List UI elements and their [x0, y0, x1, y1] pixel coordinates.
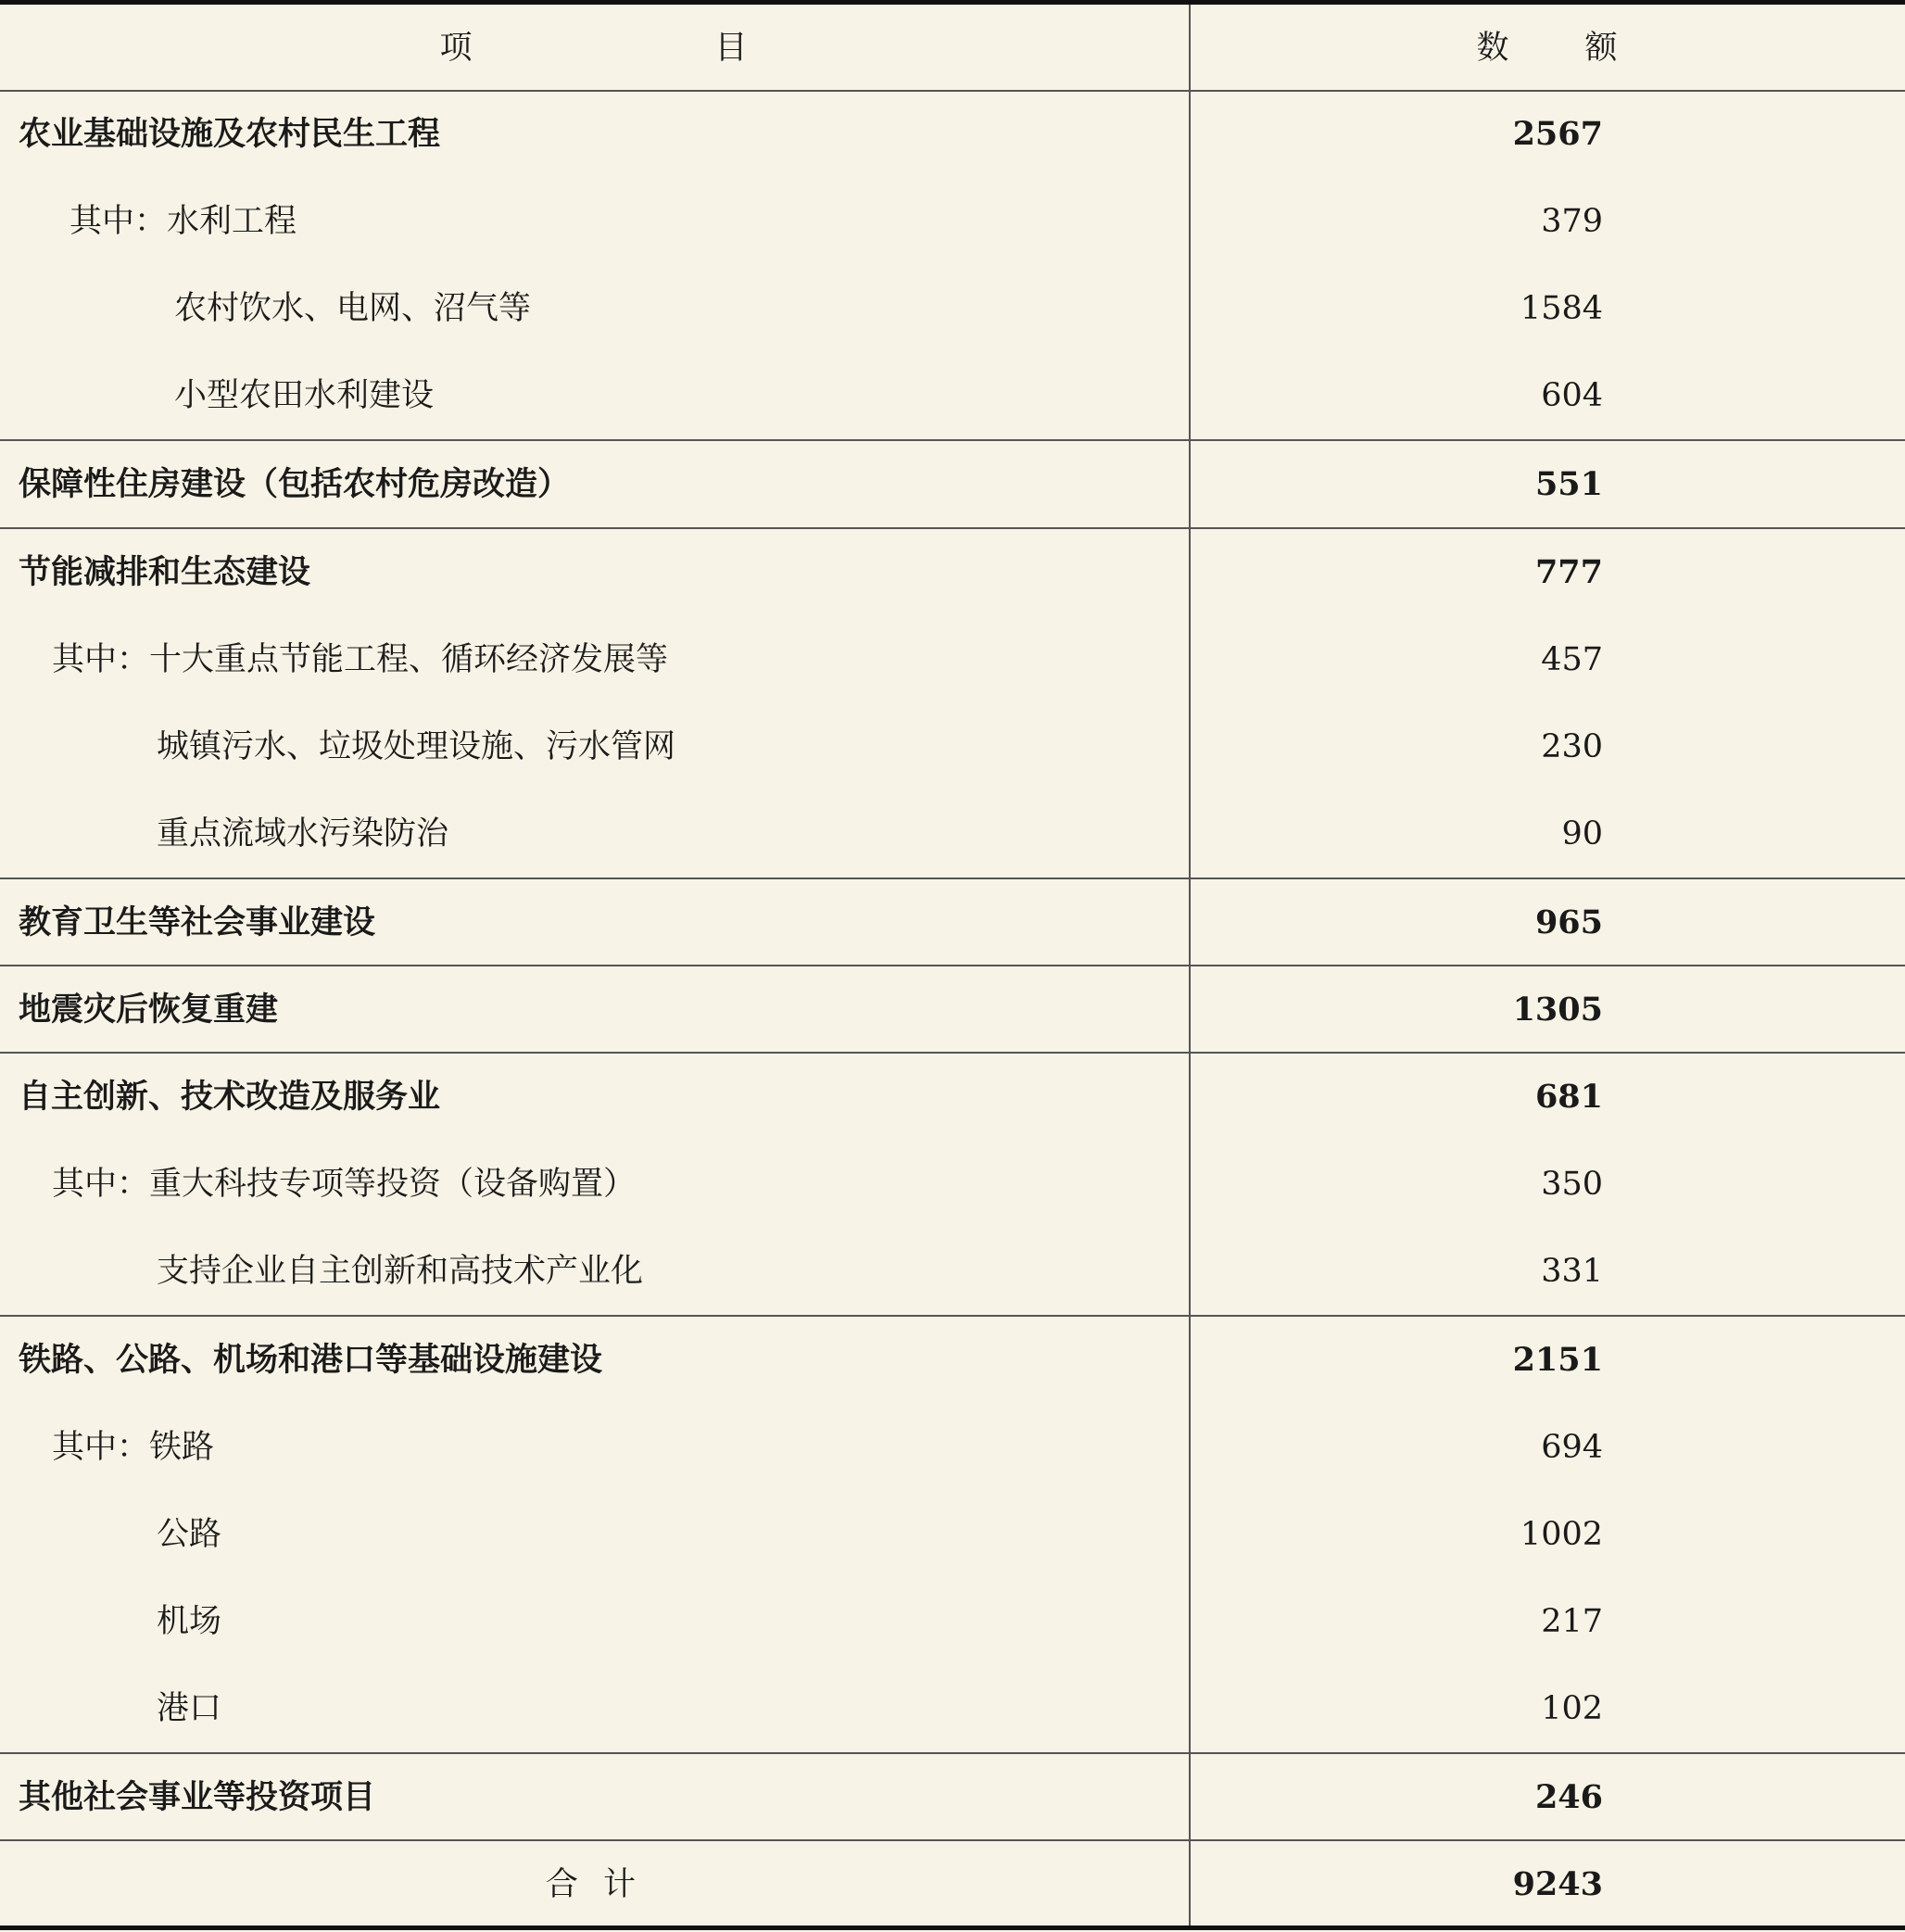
row-value: 551: [1534, 465, 1603, 503]
row-value: 604: [1541, 377, 1603, 414]
header-amount-char-1: 数: [1476, 30, 1511, 67]
row-label: 支持企业自主创新和高技术产业化: [157, 1253, 644, 1290]
row-value: 217: [1541, 1603, 1603, 1640]
row-label: 其他社会事业等投资项目: [19, 1779, 376, 1816]
row-label: 农业基础设施及农村民生工程: [19, 116, 441, 153]
row-label: 港口: [157, 1690, 222, 1727]
row-label: 自主创新、技术改造及服务业: [19, 1079, 441, 1116]
row-value: 102: [1541, 1690, 1603, 1727]
header-item-char-1: 项: [439, 30, 474, 67]
row-label: 节能减排和生态建设: [19, 554, 311, 591]
row-label: 城镇污水、垃圾处理设施、污水管网: [157, 728, 676, 765]
row-value: 965: [1534, 903, 1603, 941]
row-value: 230: [1541, 728, 1603, 765]
row-value: 457: [1541, 641, 1603, 678]
row-value: 777: [1534, 553, 1603, 591]
header-item-char-2: 目: [714, 30, 750, 67]
header-amount: [1191, 5, 1905, 92]
header-amount-char-2: 额: [1584, 30, 1620, 67]
row-label: 公路: [157, 1516, 222, 1553]
row-value: 1584: [1520, 290, 1603, 327]
row-label: 农村饮水、电网、沼气等: [174, 290, 532, 327]
row-label: 其中：十大重点节能工程、循环经济发展等: [52, 641, 669, 678]
total-label: 合 计: [545, 1866, 644, 1903]
total-value: 9243: [1512, 1865, 1603, 1903]
row-value: 694: [1541, 1429, 1603, 1466]
table-bottom-rule: [0, 1926, 1905, 1930]
row-label: 教育卫生等社会事业建设: [19, 904, 376, 941]
row-value: 331: [1541, 1253, 1603, 1290]
row-label: 铁路、公路、机场和港口等基础设施建设: [19, 1342, 603, 1379]
row-label: 机场: [157, 1603, 222, 1640]
row-value: 1305: [1512, 991, 1603, 1029]
row-label: 其中：水利工程: [69, 203, 297, 240]
row-label: 地震灾后恢复重建: [19, 991, 279, 1029]
row-label: 小型农田水利建设: [174, 377, 435, 414]
header-item: [0, 5, 1189, 92]
row-value: 2151: [1512, 1341, 1603, 1379]
row-value: 379: [1541, 203, 1603, 240]
row-value: 2567: [1512, 115, 1603, 153]
row-label: 其中：铁路: [52, 1429, 215, 1466]
row-label: 其中：重大科技专项等投资（设备购置）: [52, 1166, 637, 1203]
row-label: 重点流域水污染防治: [157, 815, 449, 852]
row-value: 350: [1541, 1166, 1603, 1203]
row-label: 保障性住房建设（包括农村危房改造）: [19, 466, 571, 503]
row-value: 681: [1534, 1078, 1603, 1116]
row-value: 1002: [1520, 1516, 1603, 1553]
row-value: 246: [1534, 1778, 1603, 1816]
row-value: 90: [1561, 815, 1603, 852]
